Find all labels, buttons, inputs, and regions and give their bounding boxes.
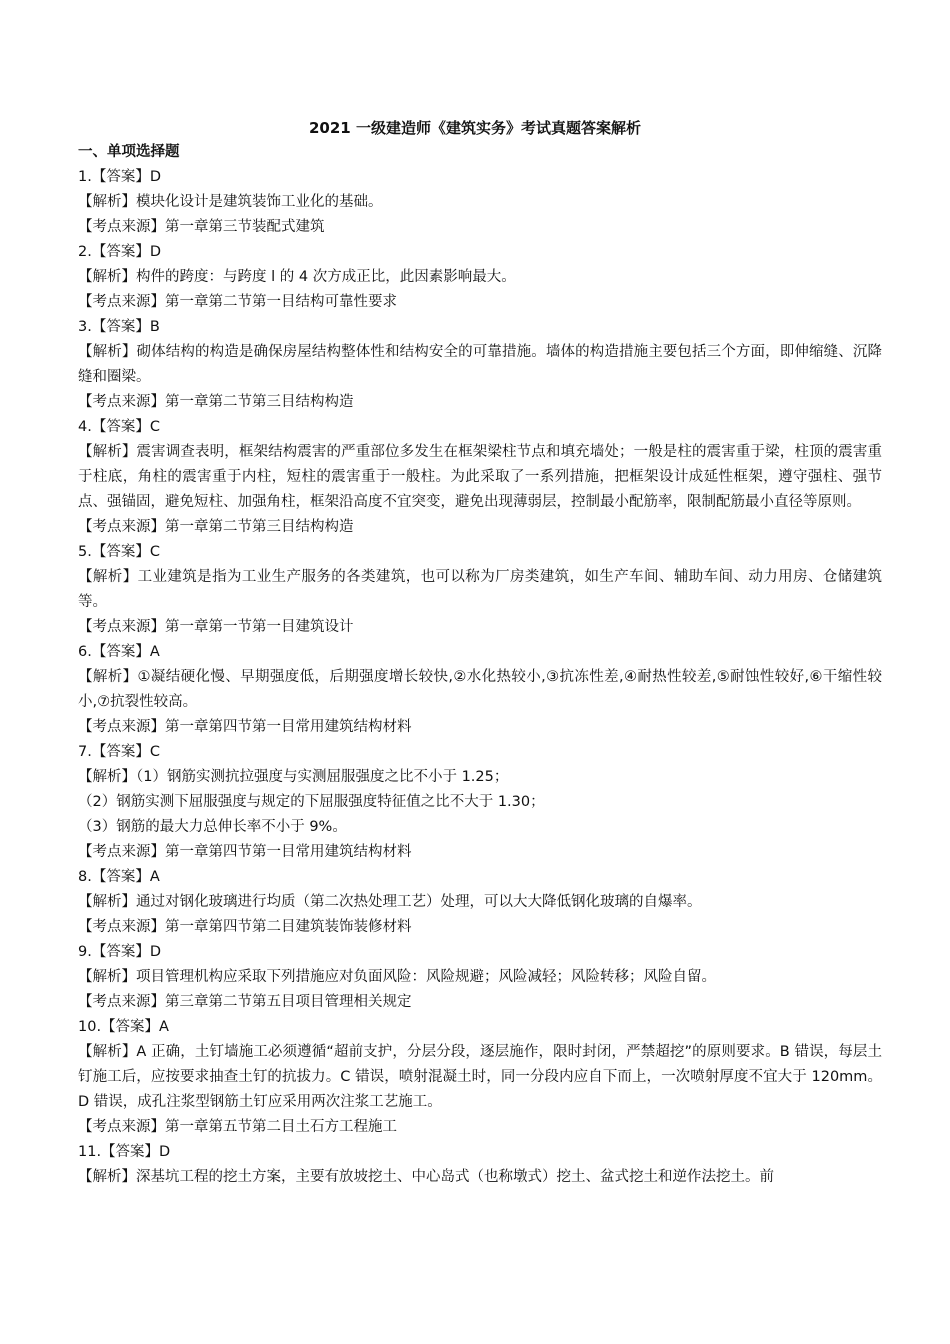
answer-line: 9.【答案】D: [78, 944, 161, 960]
answer-item: [78, 240, 882, 315]
document-title: 2021 一级建造师《建筑实务》考试真题答案解析: [309, 119, 641, 137]
source-line: 【考点来源】第一章第五节第二目土石方工程施工: [78, 1119, 397, 1135]
answer-line: 8.【答案】A: [78, 869, 160, 885]
analysis-paragraph: 【解析】通过对钢化玻璃进行均质（第二次热处理工艺）处理，可以大大降低钢化玻璃的自爆率。: [78, 894, 702, 910]
source-line: 【考点来源】第三章第二节第五目项目管理相关规定: [78, 994, 412, 1010]
answer-line: 3.【答案】B: [78, 319, 160, 335]
answer-item: [78, 1140, 882, 1190]
answer-item: [78, 865, 882, 940]
answer-item: [78, 540, 882, 640]
answer-line: 11.【答案】D: [78, 1144, 171, 1160]
source-line: 【考点来源】第一章第二节第三目结构构造: [78, 519, 354, 535]
answer-item: [78, 165, 882, 240]
answer-line: 2.【答案】D: [78, 244, 161, 260]
source-line: 【考点来源】第一章第四节第一目常用建筑结构材料: [78, 844, 412, 860]
answer-line: 7.【答案】C: [78, 744, 160, 760]
analysis-paragraph: 【解析】A 正确，土钉墙施工必须遵循“超前支护，分层分段，逐层施作，限时封闭，严禁超挖”的原则要求。B 错误，每层土钉施工后，应按要求抽查土钉的抗拔力。C 错误，喷射混凝土时，同一分段内应自下而上，一次喷射厚度不宜大于 120mm。D 错误，成孔注浆型钢筋土钉应采用两次注浆工艺施工。: [78, 1044, 882, 1110]
answer-item: [78, 315, 882, 415]
source-line: 【考点来源】第一章第一节第一目建筑设计: [78, 619, 354, 635]
answer-line: 4.【答案】C: [78, 419, 160, 435]
analysis-paragraph: 【解析】震害调查表明，框架结构震害的严重部位多发生在框架梁柱节点和填充墙处；一般是柱的震害重于梁，柱顶的震害重于柱底，角柱的震害重于内柱，短柱的震害重于一般柱。为此采取了一系列措施，把框架设计成延性框架，遵守强柱、强节点、强锚固，避免短柱、加强角柱，框架沿高度不宜突变，避免出现薄弱层，控制最小配筋率，限制配筋最小直径等原则。: [78, 444, 882, 510]
source-line: 【考点来源】第一章第四节第二目建筑装饰装修材料: [78, 919, 412, 935]
section-heading: 一、单项选择题: [78, 144, 180, 160]
document-body: [78, 140, 882, 1190]
answer-list: [78, 165, 882, 1190]
analysis-paragraph: （2）钢筋实测下屈服强度与规定的下屈服强度特征值之比不大于 1.30；: [78, 794, 545, 810]
source-line: 【考点来源】第一章第二节第三目结构构造: [78, 394, 354, 410]
analysis-paragraph: 【解析】模块化设计是建筑装饰工业化的基础。: [78, 194, 383, 210]
answer-item: [78, 640, 882, 740]
answer-item: [78, 415, 882, 540]
analysis-paragraph: 【解析】工业建筑是指为工业生产服务的各类建筑，也可以称为厂房类建筑，如生产车间、辅助车间、动力用房、仓储建筑等。: [78, 569, 882, 610]
answer-item: [78, 740, 882, 865]
analysis-paragraph: 【解析】砌体结构的构造是确保房屋结构整体性和结构安全的可靠措施。墙体的构造措施主要包括三个方面，即伸缩缝、沉降缝和圈梁。: [78, 344, 882, 385]
answer-item: [78, 1015, 882, 1140]
analysis-paragraph: 【解析】项目管理机构应采取下列措施应对负面风险：风险规避；风险减轻；风险转移；风险自留。: [78, 969, 716, 985]
analysis-paragraph: 【解析】①凝结硬化慢、早期强度低，后期强度增长较快,②水化热较小,③抗冻性差,④耐热性较差,⑤耐蚀性较好,⑥干缩性较小,⑦抗裂性较高。: [78, 669, 882, 710]
analysis-paragraph: 【解析】（1）钢筋实测抗拉强度与实测屈服强度之比不小于 1.25；: [78, 769, 509, 785]
source-line: 【考点来源】第一章第二节第一目结构可靠性要求: [78, 294, 397, 310]
answer-item: [78, 940, 882, 1015]
answer-line: 5.【答案】C: [78, 544, 160, 560]
source-line: 【考点来源】第一章第四节第一目常用建筑结构材料: [78, 719, 412, 735]
answer-line: 1.【答案】D: [78, 169, 161, 185]
source-line: 【考点来源】第一章第三节装配式建筑: [78, 219, 325, 235]
analysis-paragraph: （3）钢筋的最大力总伸长率不小于 9%。: [78, 819, 347, 835]
analysis-paragraph: 【解析】深基坑工程的挖土方案，主要有放坡挖土、中心岛式（也称墩式）挖土、盆式挖土和逆作法挖土。前: [78, 1169, 774, 1185]
analysis-paragraph: 【解析】构件的跨度：与跨度 l 的 4 次方成正比，此因素影响最大。: [78, 269, 516, 285]
answer-line: 6.【答案】A: [78, 644, 160, 660]
answer-line: 10.【答案】A: [78, 1019, 169, 1035]
